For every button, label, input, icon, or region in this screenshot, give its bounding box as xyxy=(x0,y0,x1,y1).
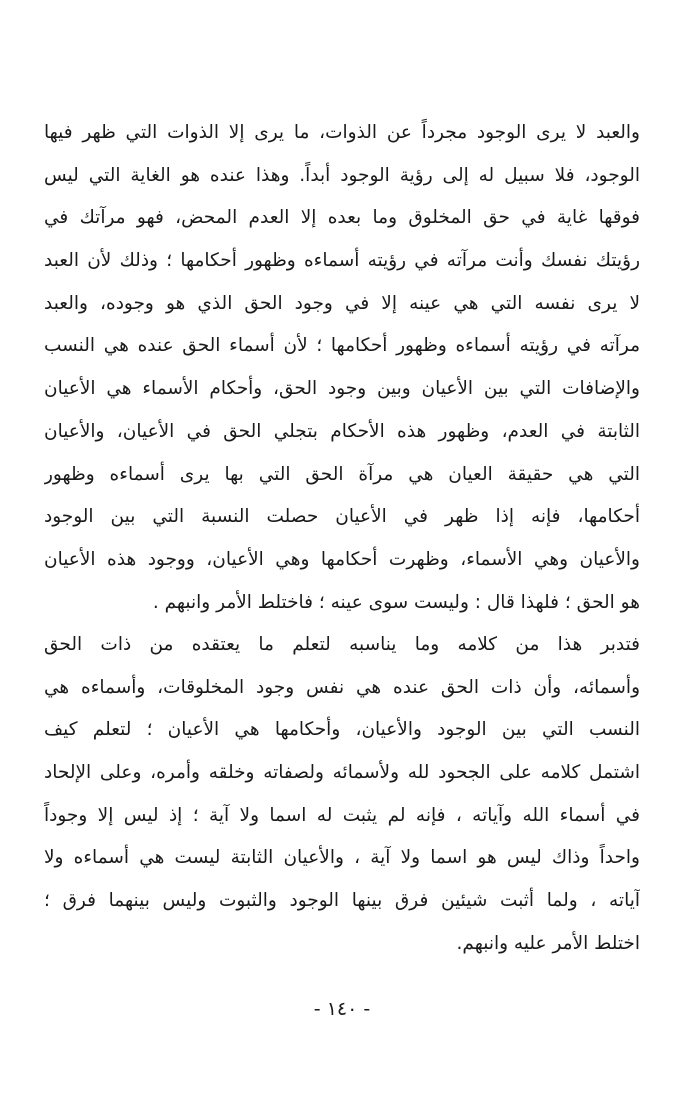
text-line: والأعيان وهي الأسماء، وظهرت أحكامها وهي الأعيان، ووجود هذه الأعيان xyxy=(44,548,640,570)
paragraph-2 xyxy=(44,624,640,966)
text-line: النسب التي بين الوجود والأعيان، وأحكامها هي الأعيان ؛ لتعلم كيف xyxy=(44,719,640,741)
text-line: والعبد لا يرى الوجود مجرداً عن الذوات، ما يرى إلا الذوات التي ظهر فيها xyxy=(44,122,640,143)
text-line: اختلط الأمر عليه وانبهم. xyxy=(456,932,640,954)
text-line: في أسماء الله وآياته ، فإنه لم يثبت له اسما ولا آية ؛ إذ ليس إلا وجوداً xyxy=(44,804,640,826)
text-line: واحداً وذاك ليس هو اسما ولا آية ، والأعيان الثابتة ليست هي أسماءه ولا xyxy=(44,847,640,869)
text-line: فوقها غاية في حق المخلوق وما بعده إلا العدم المحض، فهو مرآتك في xyxy=(44,207,640,229)
paragraph-1 xyxy=(44,112,640,624)
text-line: الثابتة في العدم، وظهور هذه الأحكام بتجلي الحق في الأعيان، والأعيان xyxy=(44,420,640,442)
text-line: هو الحق ؛ فلهذا قال : وليست سوى عينه ؛ فاختلط الأمر وانبهم . xyxy=(152,591,640,613)
text-line: لا يرى نفسه التي هي عينه إلا في وجود الحق الذي هو وجوده، والعبد xyxy=(44,292,640,314)
text-line: رؤيتك نفسك وأنت مرآته في رؤيته أسماءه وظهور أحكامها ؛ وذلك لأن العبد xyxy=(44,250,640,272)
text-line: مرآته في رؤيته أسماءه وظهور أحكامها ؛ لأن أسماء الحق عنده هي النسب xyxy=(44,335,640,357)
text-line: فتدبر هذا من كلامه وما يناسبه لتعلم ما يعتقده من ذات الحق xyxy=(44,634,640,655)
text-line: اشتمل كلامه على الجحود لله ولأسمائه ولصفاته وخلقه وأمره، وعلى الإلحاد xyxy=(44,762,640,784)
text-line: الوجود، فلا سبيل له إلى رؤية الوجود أبداً. وهذا عنده هو الغاية التي ليس xyxy=(44,164,640,186)
page-number: - ١٤٠ - xyxy=(313,998,371,1020)
text-line: والإضافات التي بين الأعيان وبين وجود الحق، وأحكام الأسماء هي الأعيان xyxy=(44,378,640,400)
text-line: أحكامها، فإنه إذا ظهر في الأعيان حصلت النسبة التي بين الوجود xyxy=(44,506,640,528)
text-line: التي هي حقيقة العيان هي مرآة الحق التي بها يرى أسماءه وظهور xyxy=(44,463,640,485)
text-line: وأسمائه، وأن ذات الحق عنده هي نفس وجود المخلوقات، وأسماءه هي xyxy=(44,676,640,698)
text-line: آياته ، ولما أثبت شيئين فرق بينها الوجود والثبوت وليس بينهما فرق ؛ xyxy=(44,890,640,912)
